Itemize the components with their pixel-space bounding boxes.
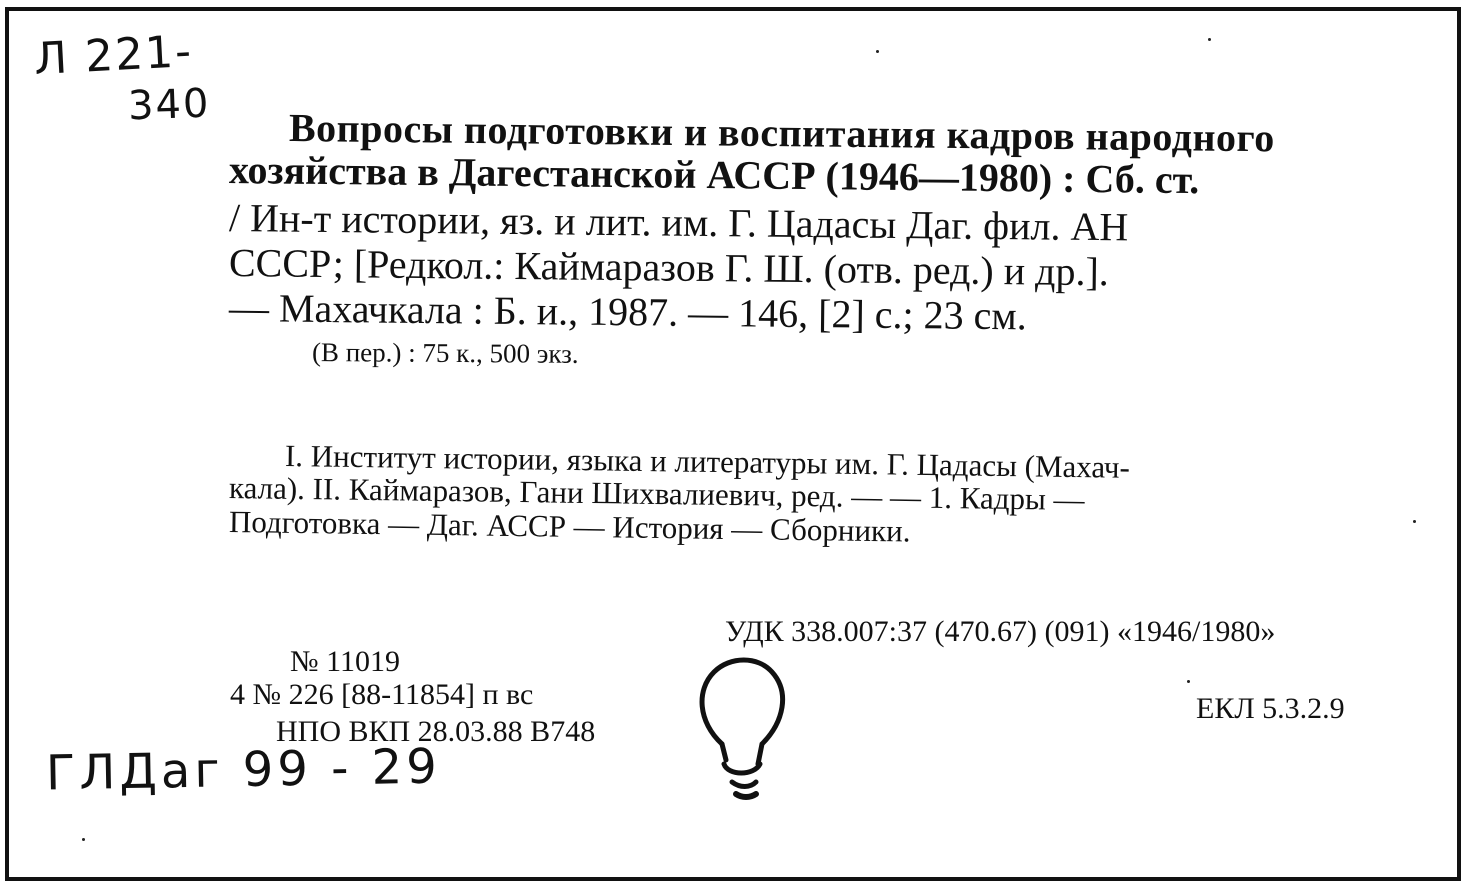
call-number-handwritten-bottom: 340 xyxy=(127,80,212,130)
description-line-4: СССР; [Редкол.: Каймаразов Г. Ш. (отв. ред.) и др.]. xyxy=(228,240,1110,295)
speck xyxy=(82,838,85,841)
subjects-line-1: I. Институт истории, языка и литературы им. Г. Цадасы (Махач- xyxy=(284,438,1131,485)
lightbulb-logo-icon xyxy=(692,652,792,812)
speck xyxy=(1413,520,1416,523)
title-line-2: хозяйства в Дагестанской АССР (1946—1980) : Сб. ст. xyxy=(228,147,1200,203)
call-number-handwritten-top: Л 221- xyxy=(32,25,195,86)
handwritten-note: ГЛДаг 99 - 29 xyxy=(45,738,442,802)
title-line-1: Вопросы подготовки и воспитания кадров народного xyxy=(288,105,1275,161)
record-number: № 11019 xyxy=(290,645,401,678)
udk-code: УДК 338.007:37 (470.67) (091) «1946/1980» xyxy=(725,615,1276,648)
speck xyxy=(876,50,879,53)
subjects-line-3: Подготовка — Даг. АССР — История — Сборники. xyxy=(228,504,911,549)
description-line-3: / Ин-т истории, яз. и лит. им. Г. Цадасы Даг. фил. АН xyxy=(228,195,1129,250)
speck xyxy=(1187,680,1190,683)
ekl-code: ЕКЛ 5.3.2.9 xyxy=(1196,692,1345,725)
speck xyxy=(1208,38,1211,41)
subjects-line-2: кала). II. Каймаразов, Гани Шихвалиевич, ред. — — 1. Кадры — xyxy=(228,470,1085,517)
npo-imprint: НПО ВКП 28.03.88 В748 xyxy=(276,715,596,748)
inventory-number: 4 № 226 [88-11854] п вс xyxy=(230,678,534,711)
price-line: (В пер.) : 75 к., 500 экз. xyxy=(311,337,579,369)
description-line-5: — Махачкала : Б. и., 1987. — 146, [2] с.; 23 см. xyxy=(228,285,1027,339)
